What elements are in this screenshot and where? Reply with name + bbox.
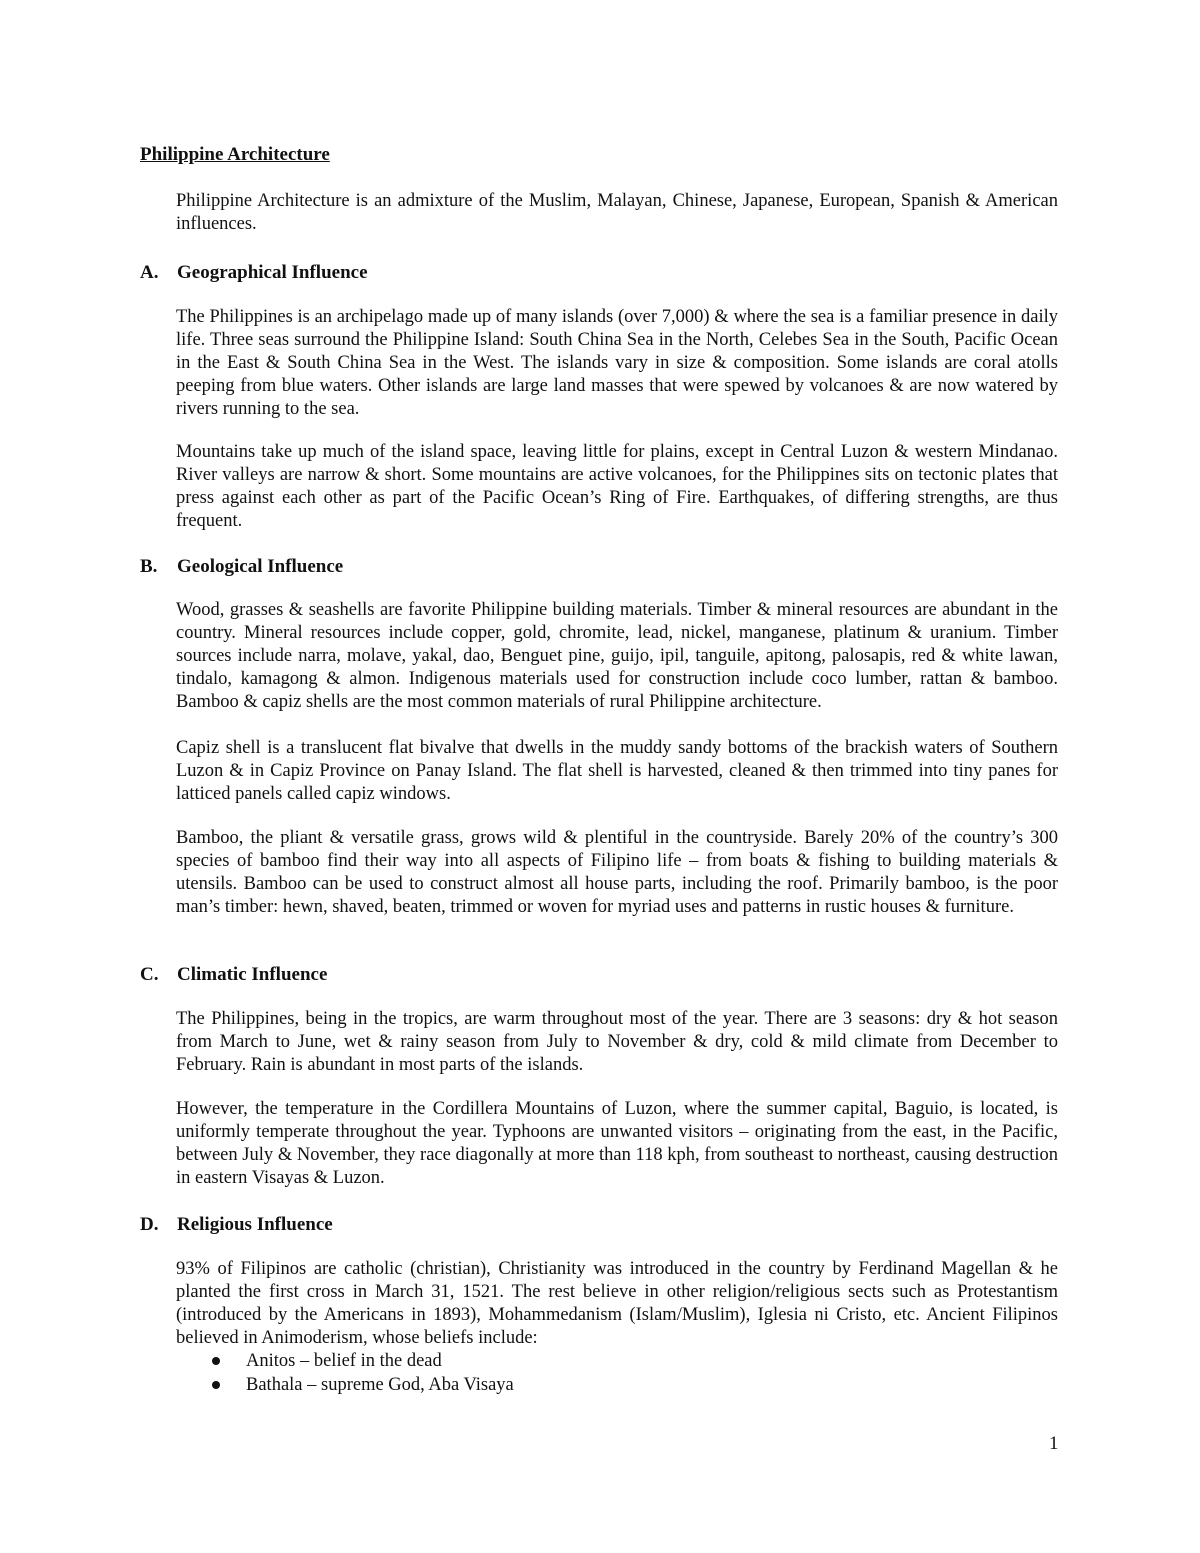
paragraph: Wood, grasses & seashells are favorite Philippine building materials. Timber & mineral resources are abundant in the country. Mineral resources include copper, gold, chromite, lead, nickel, manganese, platinum & uranium. Timber sources include narra, molave, yakal, dao, Benguet pine, guijo, ipil, tanguile, apitong, palosapis, red & white lawan, tindalo, kamagong & almon. Indigenous materials used for construction include coco lumber, rattan & bamboo. Bamboo & capiz shells are the most common materials of rural Philippine architecture. <box>176 600 1058 712</box>
section-letter: C. <box>140 964 159 985</box>
section-letter: D. <box>140 1214 159 1235</box>
list-item <box>176 1374 514 1398</box>
section-title: Religious Influence <box>177 1214 333 1235</box>
belief-list <box>176 1350 514 1398</box>
section-letter: A. <box>140 262 159 283</box>
section-letter: B. <box>140 556 158 577</box>
section-title: Geographical Influence <box>177 262 368 283</box>
page-number: 1 <box>1049 1433 1059 1454</box>
paragraph: The Philippines, being in the tropics, are warm throughout most of the year. There are 3 seasons: dry & hot season from March to June, wet & rainy season from July to November & dry, cold & mild climate from December to February. Rain is abundant in most parts of the islands. <box>176 1009 1058 1075</box>
section-title: Climatic Influence <box>177 964 328 985</box>
bullet-icon <box>212 1381 220 1389</box>
bullet-icon <box>212 1357 220 1365</box>
section-title: Geological Influence <box>177 556 344 577</box>
paragraph: 93% of Filipinos are catholic (christian), Christianity was introduced in the country by Ferdinand Magellan & he planted the first cross in March 31, 1521. The rest believe in other religion/religious sects such as Protestantism (introduced by the Americans in 1893), Mohammedanism (Islam/Muslim), Iglesia ni Cristo, etc. Ancient Filipinos believed in Animoderism, whose beliefs include: <box>176 1259 1058 1348</box>
paragraph: Mountains take up much of the island space, leaving little for plains, except in Central Luzon & western Mindanao. River valleys are narrow & short. Some mountains are active volcanoes, for the Philippines sits on tectonic plates that press against each other as part of the Pacific Ocean’s Ring of Fire. Earthquakes, of differing strengths, are thus frequent. <box>176 442 1058 531</box>
section-heading-climatic <box>140 963 327 986</box>
paragraph: The Philippines is an archipelago made up of many islands (over 7,000) & where the sea is a familiar presence in daily life. Three seas surround the Philippine Island: South China Sea in the North, Celebes Sea in the South, Pacific Ocean in the East & South China Sea in the West. The islands vary in size & composition. Some islands are coral atolls peeping from blue waters. Other islands are large land masses that were spewed by volcanoes & are now watered by rivers running to the sea. <box>176 307 1058 419</box>
list-item-text: Bathala – supreme God, Aba Visaya <box>246 1375 514 1395</box>
section-heading-religious <box>140 1213 333 1236</box>
paragraph: Bamboo, the pliant & versatile grass, grows wild & plentiful in the countryside. Barely 20% of the country’s 300 species of bamboo find their way into all aspects of Filipino life – from boats & fishing to building materials & utensils. Bamboo can be used to construct almost all house parts, including the roof. Primarily bamboo, is the poor man’s timber: hewn, shaved, beaten, trimmed or woven for myriad uses and patterns in rustic houses & furniture. <box>176 828 1058 917</box>
paragraph: Capiz shell is a translucent flat bivalve that dwells in the muddy sandy bottoms of the brackish waters of Southern Luzon & in Capiz Province on Panay Island. The flat shell is harvested, cleaned & then trimmed into tiny panes for latticed panels called capiz windows. <box>176 738 1058 804</box>
document-title: Philippine Architecture <box>140 144 330 165</box>
list-item <box>176 1350 514 1374</box>
section-heading-geographical <box>140 261 368 284</box>
paragraph: However, the temperature in the Cordillera Mountains of Luzon, where the summer capital, Baguio, is located, is uniformly temperate throughout the year. Typhoons are unwanted visitors – originating from the east, in the Pacific, between July & November, they race diagonally at more than 118 kph, from southeast to northeast, causing destruction in eastern Visayas & Luzon. <box>176 1099 1058 1188</box>
intro-paragraph: Philippine Architecture is an admixture of the Muslim, Malayan, Chinese, Japanese, European, Spanish & American influences. <box>176 191 1058 234</box>
section-heading-geological <box>140 555 343 578</box>
list-item-text: Anitos – belief in the dead <box>246 1351 442 1371</box>
